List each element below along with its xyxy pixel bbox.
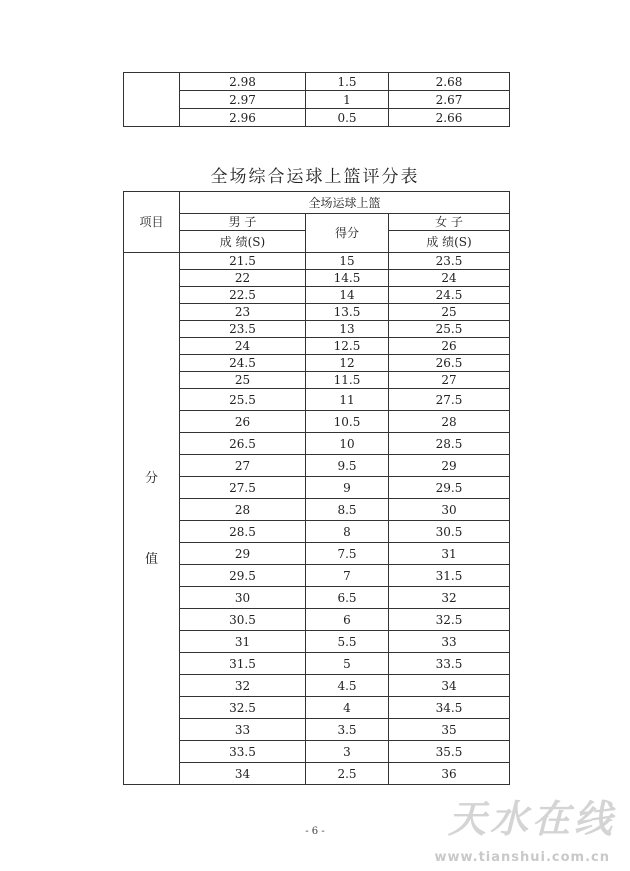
female-result-cell: 25 xyxy=(389,304,510,321)
male-result-cell: 30 xyxy=(180,587,306,609)
male-result-cell: 31.5 xyxy=(180,653,306,675)
male-result-cell: 27 xyxy=(180,455,306,477)
male-result-cell: 23 xyxy=(180,304,306,321)
table-row xyxy=(124,587,510,609)
score-cell: 0.5 xyxy=(306,109,389,127)
table-row xyxy=(124,372,510,389)
female-result-cell: 33 xyxy=(389,631,510,653)
score-cell: 4 xyxy=(306,697,389,719)
table-row xyxy=(124,521,510,543)
score-cell: 5 xyxy=(306,653,389,675)
table-row xyxy=(124,91,510,109)
score-cell: 9 xyxy=(306,477,389,499)
side-label-zhi: 值 xyxy=(144,551,158,567)
score-cell: 13 xyxy=(306,321,389,338)
female-result-cell: 27 xyxy=(389,372,510,389)
male-result-cell: 21.5 xyxy=(180,253,306,270)
female-result-cell: 36 xyxy=(389,763,510,785)
table-row xyxy=(124,499,510,521)
table-row xyxy=(124,675,510,697)
male-result-cell: 26 xyxy=(180,411,306,433)
table-row xyxy=(124,270,510,287)
male-header: 男 子 xyxy=(180,214,306,231)
male-result-header: 成 绩(S) xyxy=(180,231,306,253)
female-result-cell: 30.5 xyxy=(389,521,510,543)
score-cell: 12.5 xyxy=(306,338,389,355)
table-row xyxy=(124,411,510,433)
female-result-cell: 27.5 xyxy=(389,389,510,411)
score-cell: 9.5 xyxy=(306,455,389,477)
table-row xyxy=(124,287,510,304)
scoring-table xyxy=(123,191,510,785)
table-row xyxy=(124,338,510,355)
male-result-cell: 27.5 xyxy=(180,477,306,499)
male-result-cell: 32 xyxy=(180,675,306,697)
table-row xyxy=(124,73,510,91)
score-cell: 3 xyxy=(306,741,389,763)
female-result-cell: 23.5 xyxy=(389,253,510,270)
male-result-cell: 34 xyxy=(180,763,306,785)
table-row xyxy=(124,653,510,675)
table-row xyxy=(124,109,510,127)
table-row xyxy=(124,355,510,372)
score-cell: 1 xyxy=(306,91,389,109)
table-row xyxy=(124,719,510,741)
score-cell: 7 xyxy=(306,565,389,587)
male-result-cell: 2.98 xyxy=(180,73,306,91)
table-row xyxy=(124,304,510,321)
table-row xyxy=(124,477,510,499)
male-result-cell: 22 xyxy=(180,270,306,287)
score-cell: 8 xyxy=(306,521,389,543)
female-result-cell: 29.5 xyxy=(389,477,510,499)
male-result-cell: 24.5 xyxy=(180,355,306,372)
female-result-cell: 34.5 xyxy=(389,697,510,719)
table-row xyxy=(124,389,510,411)
female-result-cell: 32.5 xyxy=(389,609,510,631)
male-result-cell: 24 xyxy=(180,338,306,355)
score-cell: 4.5 xyxy=(306,675,389,697)
female-result-header: 成 绩(S) xyxy=(389,231,510,253)
male-result-cell: 28.5 xyxy=(180,521,306,543)
female-result-cell: 26 xyxy=(389,338,510,355)
page-number: - 6 - xyxy=(305,826,325,837)
male-result-cell: 25.5 xyxy=(180,389,306,411)
table-row xyxy=(124,543,510,565)
table-row xyxy=(124,631,510,653)
table-title: 全场综合运球上篮评分表 xyxy=(210,167,420,187)
male-result-cell: 33.5 xyxy=(180,741,306,763)
score-value-side-label xyxy=(124,253,180,785)
score-cell: 15 xyxy=(306,253,389,270)
male-result-cell: 29 xyxy=(180,543,306,565)
male-result-cell: 28 xyxy=(180,499,306,521)
male-result-cell: 29.5 xyxy=(180,565,306,587)
side-label-fen: 分 xyxy=(144,470,158,486)
table-row xyxy=(124,763,510,785)
female-result-cell: 29 xyxy=(389,455,510,477)
score-cell: 6 xyxy=(306,609,389,631)
male-result-cell: 32.5 xyxy=(180,697,306,719)
continued-score-table xyxy=(123,72,510,127)
score-cell: 14 xyxy=(306,287,389,304)
female-result-cell: 31 xyxy=(389,543,510,565)
female-result-cell: 35.5 xyxy=(389,741,510,763)
female-result-cell: 35 xyxy=(389,719,510,741)
score-cell: 13.5 xyxy=(306,304,389,321)
female-result-cell: 2.66 xyxy=(389,109,510,127)
score-cell: 10.5 xyxy=(306,411,389,433)
female-result-cell: 2.68 xyxy=(389,73,510,91)
table-row xyxy=(124,609,510,631)
male-result-cell: 26.5 xyxy=(180,433,306,455)
score-cell: 12 xyxy=(306,355,389,372)
male-result-cell: 2.96 xyxy=(180,109,306,127)
score-cell: 11 xyxy=(306,389,389,411)
female-result-cell: 28.5 xyxy=(389,433,510,455)
score-cell: 8.5 xyxy=(306,499,389,521)
score-cell: 5.5 xyxy=(306,631,389,653)
female-result-cell: 32 xyxy=(389,587,510,609)
table-row xyxy=(124,455,510,477)
table-row xyxy=(124,433,510,455)
male-result-cell: 2.97 xyxy=(180,91,306,109)
female-result-cell: 28 xyxy=(389,411,510,433)
table-row xyxy=(124,697,510,719)
female-result-cell: 30 xyxy=(389,499,510,521)
group-header: 全场运球上篮 xyxy=(180,192,510,214)
score-cell: 11.5 xyxy=(306,372,389,389)
header-row xyxy=(124,214,510,231)
score-header: 得分 xyxy=(306,214,389,253)
score-cell: 3.5 xyxy=(306,719,389,741)
score-cell: 7.5 xyxy=(306,543,389,565)
female-result-cell: 33.5 xyxy=(389,653,510,675)
table-row xyxy=(124,321,510,338)
male-result-cell: 23.5 xyxy=(180,321,306,338)
male-result-cell: 31 xyxy=(180,631,306,653)
score-cell: 6.5 xyxy=(306,587,389,609)
male-result-cell: 33 xyxy=(180,719,306,741)
score-cell: 10 xyxy=(306,433,389,455)
score-cell: 2.5 xyxy=(306,763,389,785)
table-row xyxy=(124,253,510,270)
score-cell: 1.5 xyxy=(306,73,389,91)
male-result-cell: 25 xyxy=(180,372,306,389)
female-result-cell: 2.67 xyxy=(389,91,510,109)
female-result-cell: 25.5 xyxy=(389,321,510,338)
score-cell: 14.5 xyxy=(306,270,389,287)
female-result-cell: 24 xyxy=(389,270,510,287)
side-cell xyxy=(124,73,180,127)
watermark-url: www.tianshui.com.cn xyxy=(434,850,610,865)
male-result-cell: 22.5 xyxy=(180,287,306,304)
female-result-cell: 26.5 xyxy=(389,355,510,372)
table-row xyxy=(124,565,510,587)
female-header: 女 子 xyxy=(389,214,510,231)
watermark-logo: 天水在线 xyxy=(447,797,616,841)
female-result-cell: 24.5 xyxy=(389,287,510,304)
female-result-cell: 31.5 xyxy=(389,565,510,587)
project-header: 项目 xyxy=(124,192,180,253)
header-row xyxy=(124,192,510,214)
table-row xyxy=(124,741,510,763)
female-result-cell: 34 xyxy=(389,675,510,697)
male-result-cell: 30.5 xyxy=(180,609,306,631)
